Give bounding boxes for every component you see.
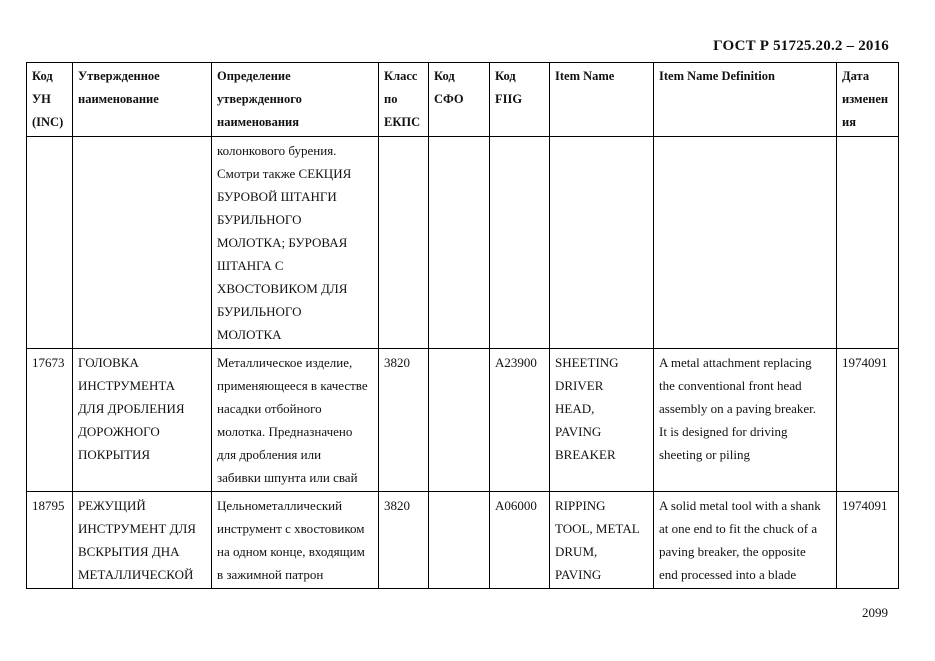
cell-item-definition [654, 137, 837, 349]
table-header-row [27, 63, 899, 137]
table-row [27, 492, 899, 589]
header-item-name-definition: Item Name Definition [654, 63, 837, 137]
page-number: 2099 [862, 605, 888, 620]
cell-item-name: RIPPING TOOL, METAL DRUM, PAVING [550, 492, 654, 589]
cell-inc: 17673 [27, 349, 73, 492]
header-approved-name: Утвержденное наименование [73, 63, 212, 137]
table-row [27, 349, 899, 492]
cell-definition: колонкового бурения. Смотри также СЕКЦИЯ БУРОВОЙ ШТАНГИ БУРИЛЬНОГО МОЛОТКА; БУРОВАЯ ШТАНГА С ХВОСТОВИКОМ ДЛЯ БУРИЛЬНОГО МОЛОТКА [212, 137, 379, 349]
cell-item-definition: A solid metal tool with a shank at one end to fit the chuck of a paving breaker, the opposite end processed into a blade [654, 492, 837, 589]
cell-name: РЕЖУЩИЙ ИНСТРУМЕНТ ДЛЯ ВСКРЫТИЯ ДНА МЕТАЛЛИЧЕСКОЙ [73, 492, 212, 589]
header-item-name: Item Name [550, 63, 654, 137]
cell-class [379, 137, 429, 349]
cell-definition: Цельнометаллический инструмент с хвостовиком на одном конце, входящим в зажимной патрон [212, 492, 379, 589]
header-class: Класс по ЕКПС [379, 63, 429, 137]
cell-definition: Металлическое изделие, применяющееся в качестве насадки отбойного молотка. Предназначено для дробления или забивки шпунта или свай [212, 349, 379, 492]
cell-item-name: SHEETING DRIVER HEAD, PAVING BREAKER [550, 349, 654, 492]
cell-class: 3820 [379, 349, 429, 492]
cell-sfo [429, 137, 490, 349]
cell-date: 1974091 [837, 349, 899, 492]
header-definition: Определение утвержденного наименования [212, 63, 379, 137]
cell-fiig: A23900 [490, 349, 550, 492]
header-fiig: Код FIIG [490, 63, 550, 137]
registry-table [26, 62, 899, 589]
cell-fiig: A06000 [490, 492, 550, 589]
header-sfo: Код СФО [429, 63, 490, 137]
cell-name [73, 137, 212, 349]
cell-date [837, 137, 899, 349]
cell-inc: 18795 [27, 492, 73, 589]
header-inc: Код УН (INC) [27, 63, 73, 137]
cell-sfo [429, 492, 490, 589]
document-standard-header: ГОСТ Р 51725.20.2 – 2016 [713, 38, 889, 54]
cell-name: ГОЛОВКА ИНСТРУМЕНТА ДЛЯ ДРОБЛЕНИЯ ДОРОЖНОГО ПОКРЫТИЯ [73, 349, 212, 492]
cell-item-definition: A metal attachment replacing the conventional front head assembly on a paving breaker. It is designed for driving sheeting or piling [654, 349, 837, 492]
cell-date: 1974091 [837, 492, 899, 589]
table-row [27, 137, 899, 349]
cell-item-name [550, 137, 654, 349]
cell-sfo [429, 349, 490, 492]
cell-class: 3820 [379, 492, 429, 589]
header-change-date: Дата изменен ия [837, 63, 899, 137]
cell-inc [27, 137, 73, 349]
cell-fiig [490, 137, 550, 349]
